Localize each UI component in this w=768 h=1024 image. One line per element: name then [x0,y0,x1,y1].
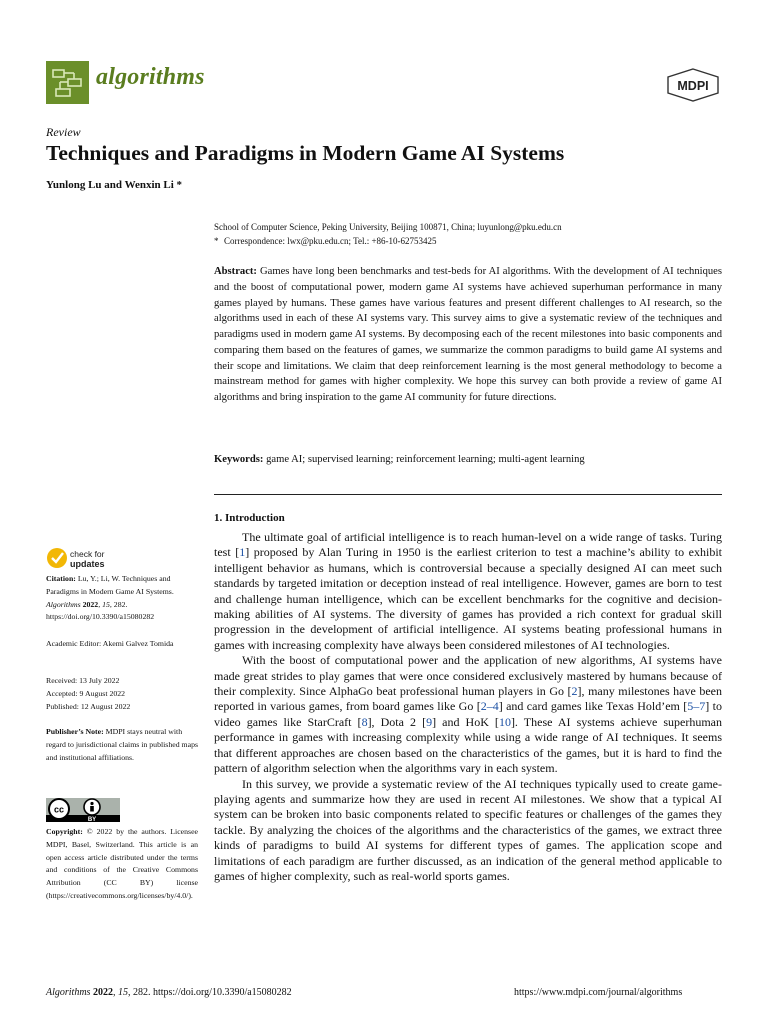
check-for-text: check for [70,549,105,559]
algorithms-logo-icon [46,61,89,104]
copyright [46,826,198,903]
cc-by-icon [46,798,120,822]
footer-journal: Algorithms [46,987,91,998]
academic-editor: Academic Editor: Akemi Galvez Tomida [46,639,174,648]
svg-text:cc: cc [53,804,65,815]
journal-name: algorithms [96,64,205,90]
mdpi-logo-icon [666,68,720,102]
footer-doi[interactable]: , 282. https://doi.org/10.3390/a15080282 [127,987,292,998]
footer-journal-url[interactable]: https://www.mdpi.com/journal/algorithms [514,987,683,998]
reference-link[interactable]: 9 [426,714,433,729]
footer-citation: Algorithms 2022, 15, 282. https://doi.org/10.3390/a15080282 [46,987,292,998]
abstract [214,264,722,406]
reference-link[interactable]: 2–4 [480,699,499,714]
received-date: Received: 13 July 2022 [46,676,120,685]
updates-text: updates [70,559,105,569]
citation: Citation: Lu, Y.; Li, W. Techniques and Paradigms in Modern Game AI Systems. Algorithms 2022, 15, 282. https://doi.org/10.3390/a15080282 [46,574,174,622]
affiliations [214,220,724,248]
footer-year: 2022 [92,987,113,998]
citation-label: Citation: [46,574,76,583]
article-type: Review [46,125,81,139]
dates [46,675,198,713]
reference-link[interactable]: 10 [498,714,511,729]
article-authors: Yunlong Lu and Wenxin Li * [46,179,183,191]
publisher-note-label: Publisher’s Note: [46,727,104,736]
check-for-updates-button[interactable] [46,545,126,571]
publisher-note [46,726,198,764]
footer-volume: 15 [117,987,128,998]
correspondence-mark: * [214,236,219,246]
publisher-note-text: MDPI stays neutral with regard to jurisdictional claims in published maps and institutional affiliations. [46,727,199,762]
journal-logo [46,61,89,104]
affiliation: School of Computer Science, Peking University, Beijing 100871, China; luyunlong@pku.edu.cn [214,222,562,232]
keywords-label: Keywords: [214,454,264,465]
section-heading: 1. Introduction [214,512,285,524]
citation-doi: , 282. https://doi.org/10.3390/a15080282 [46,599,155,622]
abstract-label: Abstract: [214,266,257,277]
correspondence [214,234,724,248]
introduction-body [214,530,722,884]
abstract-text: Games have long been benchmarks and test-beds for AI algorithms. With the development of AI techniques and the boost of computational power, modern game AI systems have achieved superhuman performance in many games played by humans. These games have various features and present different challenges to AI research, so the algorithms used in each of these AI systems vary. This survey aims to give a systematic review of the techniques and paradigms used in modern game AI systems. By decomposing each of the recent milestones into basic components and comparing them based on the features of games, we summarize the common paradigms to build game AI systems and their scope and limitations. We claim that deep reinforcement learning is the most general methodology to become a mainstream method for games with higher complexity. We hope this survey can both provide a review of game AI algorithms and bring inspiration to the game AI community for future directions. [214,266,723,403]
publisher-name: MDPI [677,79,709,93]
intro-paragraph-1: The ultimate goal of artificial intelligence is to reach human-level on a wide range of tasks. Turing test [1] proposed by Alan Turing in 1950 is the earliest criterion to test a machine’s ability to exhibit intelligent behavior as humans, which is controversial because a specially designed AI can meet such standards by targeted imitation or deception instead of real intelligence. However, games are born to test and challenge human intelligence, which can be excellent benchmarks for the cognitive and decision-making abilities of AI systems. The diversity of games has provided a rich context for gradual skill progression in the development of artificial intelligence. AI systems beating professional humans in games with increasing complexity have always been considered milestones of AI technologies. [214,530,723,652]
copyright-text: © 2022 by the authors. Licensee MDPI, Basel, Switzerland. This article is an open access article distributed under the terms and conditions of the Creative Commons Attribution (CC BY) license (https://creativecommons.org/licenses/by/4.0/). [46,827,198,900]
intro-paragraph-3: In this survey, we provide a systematic review of the AI techniques typically used to create game-playing agents and summarize how they are used in recent AI milestones. We show that a typical AI system can be broken into basic components related to specific features or challenges of the games they tackle. By analyzing the choices of the algorithms and the characteristics of the games, we extract three kinds of paradigms to build AI systems for different types of games. The application scope and limitations of each paradigm are further discussed, as an indication of the general method applicable to games of higher complexity, such as real-world sports games. [214,776,722,883]
copyright-label: Copyright: [46,827,83,836]
keywords-text: game AI; supervised learning; reinforcement learning; multi-agent learning [266,454,585,465]
intro-paragraph-2: With the boost of computational power and the application of new algorithms, AI systems have made great strides to play games that were once considered exclusively mastered by humans because of their complexity. Since AlphaGo beat professional human players in Go [2], many milestones have been reported in various games, from board games like Go [2–4] and card games like Texas Hold’em [5–7] to video games like StarCraft [8], Dota 2 [9] and HoK [10]. These AI systems achieve superhuman performance in games with increasing complexity while using a wide range of AI techniques. It seems that different approaches are chosen based on the characteristics of the games, but it is hard to find the pattern of algorithm selection when the algorithms vary in each system. [214,653,722,776]
published-date: Published: 12 August 2022 [46,701,131,711]
citation-journal: Algorithms [46,599,81,609]
article-title: Techniques and Paradigms in Modern Game AI Systems [46,141,565,165]
cc-by-label: BY [87,817,97,822]
publisher-logo [666,68,720,102]
citation-year: 2022 [82,599,99,609]
citation-volume: 15 [102,599,110,609]
cc-by-license-badge[interactable] [46,798,120,822]
divider [214,494,722,495]
check-for-updates-icon [46,545,126,571]
keywords [214,452,722,467]
accepted-date: Accepted: 9 August 2022 [46,688,126,698]
citation-text: Lu, Y.; Li, W. Techniques and Paradigms in Modern Game AI Systems. [46,574,174,596]
reference-link[interactable]: 1 [239,545,246,560]
correspondence-text: Correspondence: lwx@pku.edu.cn; Tel.: +86-10-62753425 [224,236,437,246]
reference-link[interactable]: 5–7 [687,699,706,714]
reference-link[interactable]: 2 [571,684,578,699]
reference-link[interactable]: 8 [361,714,368,729]
